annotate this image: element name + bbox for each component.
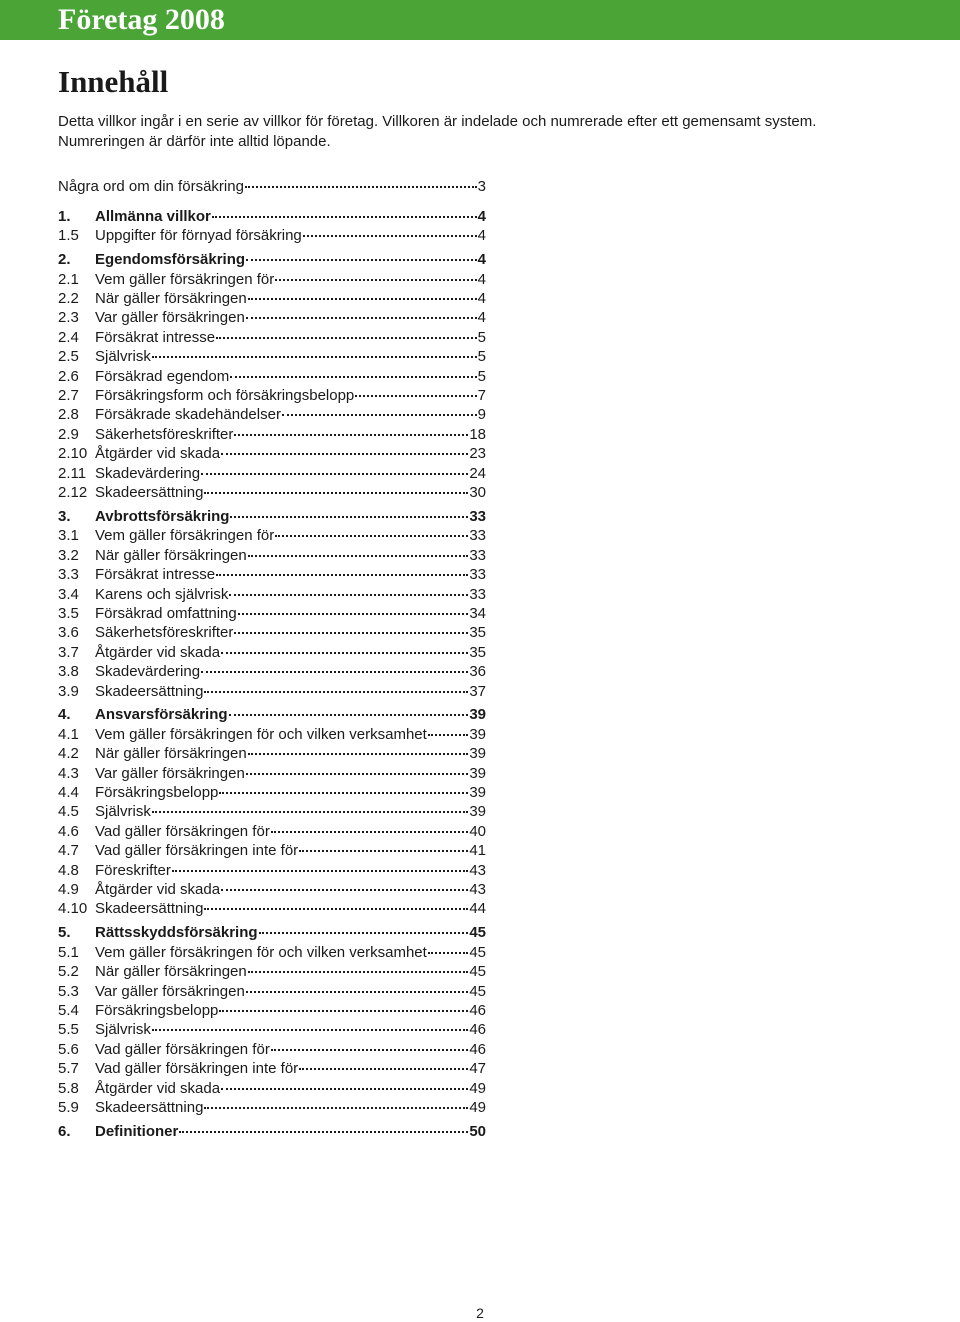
toc-entry-page: 43 [469,861,486,879]
toc-leader-dots [152,1029,468,1031]
toc-leader-dots [259,932,469,934]
toc-entry [58,308,486,328]
toc-entry-number: 4.3 [58,764,79,782]
toc-entry [58,705,486,725]
toc-entry-title: Självrisk [95,1021,151,1039]
toc-entry-page: 45 [469,924,486,942]
toc-entry [58,1098,486,1118]
toc-entry-title: Skadeersättning [95,1098,204,1116]
toc-entry [58,328,486,348]
toc-leader-dots [248,753,469,755]
toc-entry-number: 6. [58,1122,71,1140]
toc-entry [58,899,486,919]
toc-entry [58,861,486,881]
toc-entry-title: Vad gäller försäkringen för [95,822,270,840]
toc-entry [58,367,486,387]
toc-entry-page: 39 [469,745,486,763]
toc-entry-title: Självrisk [95,803,151,821]
toc-entry-page: 33 [469,527,486,545]
toc-leader-dots [229,714,469,716]
toc-entry-title: Försäkringsbelopp [95,1001,219,1019]
toc-entry-title: Vem gäller försäkringen för och vilken verksamhet [95,943,427,961]
intro-text [58,112,898,152]
toc-entry-number: 5.2 [58,963,79,981]
toc-entry-number: 4. [58,706,71,724]
document-title: Företag 2008 [58,3,225,36]
toc-entry-page: 45 [469,963,486,981]
toc-entry-title: Försäkrat intresse [95,566,216,584]
toc-entry-page: 3 [477,178,486,195]
toc-leader-dots [246,259,477,261]
toc-entry-title: Uppgifter för förnyad försäkring [95,227,302,245]
toc-entry [58,526,486,546]
toc-entry-page: 40 [469,822,486,840]
toc-leader-dots [204,691,468,693]
toc-leader-dots [152,356,477,358]
toc-entry [58,289,486,309]
toc-entry [58,982,486,1002]
toc-leader-dots [303,235,477,237]
toc-entry-title: Vad gäller försäkringen för [95,1040,270,1058]
toc-entry [58,604,486,624]
toc-entry-number: 4.10 [58,900,88,918]
toc-leader-dots [204,1107,468,1109]
toc-entry-page: 7 [477,387,486,404]
toc-entry [58,507,486,527]
toc-leader-dots [201,671,468,673]
toc-entry [58,444,486,464]
toc-entry-title: Försäkringsbelopp [95,784,219,801]
toc-entry-number: 3.1 [58,527,79,545]
toc-entry [58,962,486,982]
toc-entry [58,1059,486,1079]
toc-entry-title: Självrisk [95,348,151,366]
toc-entry-page: 5 [477,367,486,385]
toc-entry-page: 33 [469,566,486,584]
toc-entry-page: 33 [469,585,486,603]
toc-leader-dots [271,1049,468,1051]
toc-entry-title: Försäkrade skadehändelser [95,406,281,424]
toc-entry-page: 36 [469,663,486,681]
toc-entry-number: 5.3 [58,982,79,1000]
toc-leader-dots [230,516,468,518]
toc-entry-number: 3. [58,507,71,525]
toc-entry-title: Vem gäller försäkringen för [95,270,275,288]
toc-entry-number: 5.7 [58,1060,79,1078]
toc-entry-number: 4.8 [58,861,79,879]
toc-leader-dots [201,473,468,475]
toc-entry-title: När gäller försäkringen [95,745,247,763]
toc-entry-number: 2.10 [58,445,88,463]
toc-entry-number: 2. [58,251,71,269]
toc-entry-title: Försäkringsform och försäkringsbelopp [95,387,355,404]
toc-entry-number: 5.6 [58,1040,79,1058]
toc-entry-number: 5.4 [58,1001,79,1019]
toc-entry-title: När gäller försäkringen [95,290,247,307]
toc-entry-page: 37 [469,682,486,700]
toc-entry-number: 5. [58,924,71,942]
toc-entry [58,802,486,822]
toc-entry [58,483,486,503]
toc-entry-page: 24 [469,464,486,482]
toc-entry-number: 4.9 [58,881,79,898]
toc-entry-number: 2.2 [58,290,79,307]
toc-entry-page: 30 [469,484,486,501]
toc-entry-number: 2.8 [58,406,79,424]
toc-entry-number: 1.5 [58,227,79,245]
toc-entry [58,841,486,861]
toc-entry-page: 33 [469,507,486,525]
toc-entry-title: Försäkrat intresse [95,328,216,346]
toc-entry-page: 5 [477,328,486,346]
toc-entry-title: Var gäller försäkringen [95,982,245,1000]
toc-entry-title: Avbrottsförsäkring [95,507,230,525]
toc-entry-page: 4 [477,270,486,288]
toc-entry-title: Rättsskyddsförsäkring [95,924,258,942]
toc-entry-title: Var gäller försäkringen [95,764,245,782]
toc-entry-title: Egendomsförsäkring [95,251,246,269]
toc-entry-page: 33 [469,546,486,564]
toc-entry-number: 2.4 [58,328,79,346]
toc-entry-page: 39 [469,803,486,821]
toc-entry-title: Åtgärder vid skada [95,445,221,463]
toc-entry-number: 3.5 [58,604,79,622]
toc-entry [58,880,486,900]
toc-entry-title: Åtgärder vid skada [95,881,221,898]
toc-entry [58,386,486,406]
toc-entry [58,464,486,484]
toc-entry-page: 39 [469,725,486,743]
toc-entry-title: Vem gäller försäkringen för [95,527,275,545]
toc-leader-dots [246,991,469,993]
toc-entry-number: 3.2 [58,546,79,564]
toc-entry [58,347,486,367]
toc-leader-dots [230,376,476,378]
toc-entry [58,207,486,227]
toc-entry-page: 4 [477,227,486,245]
toc-entry-number: 5.9 [58,1098,79,1116]
toc-entry-number: 5.1 [58,943,79,961]
toc-leader-dots [229,594,468,596]
toc-entry-number: 4.6 [58,822,79,840]
toc-leader-dots [221,1088,468,1090]
toc-leader-dots [179,1131,468,1133]
toc-entry-title: Försäkrad egendom [95,367,230,385]
toc-leader-dots [299,850,468,852]
toc-entry-page: 5 [477,348,486,366]
toc-leader-dots [428,734,468,736]
toc-leader-dots [246,317,477,319]
toc-entry-number: 2.11 [58,464,87,482]
toc-entry-number: 4.4 [58,784,79,801]
toc-leader-dots [238,613,469,615]
toc-entry-title: Föreskrifter [95,861,171,879]
toc-entry-number: 2.7 [58,387,79,404]
toc-entry-number: 5.8 [58,1079,79,1097]
toc-leader-dots [275,535,468,537]
toc-entry-title: Skadeersättning [95,484,204,501]
toc-entry-title: Karens och självrisk [95,585,229,603]
page-number: 2 [476,1305,484,1321]
toc-entry [58,226,486,246]
toc-entry-page: 4 [477,251,486,269]
toc-leader-dots [248,971,469,973]
toc-entry-page: 49 [469,1098,486,1116]
toc-entry-page: 43 [469,881,486,898]
toc-entry-number: 3.3 [58,566,79,584]
toc-entry-page: 39 [469,784,486,801]
toc-entry [58,250,486,270]
toc-leader-dots [204,492,468,494]
toc-entry-title: Vad gäller försäkringen inte för [95,842,299,860]
toc-leader-dots [219,792,468,794]
toc-entry [58,764,486,784]
toc-entry-number: 1. [58,207,71,225]
toc-leader-dots [234,632,468,634]
toc-entry-title: Allmänna villkor [95,207,211,225]
toc-entry [58,546,486,566]
toc-entry-page: 35 [469,624,486,642]
toc-leader-dots [219,1010,468,1012]
toc-leader-dots [271,831,468,833]
toc-entry [58,725,486,745]
toc-entry [58,405,486,425]
toc-entry-page: 9 [477,406,486,424]
toc-entry-title: Försäkrad omfattning [95,604,237,622]
toc-leader-dots [246,773,469,775]
toc-entry-number: 3.8 [58,663,79,681]
toc-entry-page: 34 [469,604,486,622]
toc-entry-title: Ansvarsförsäkring [95,706,228,724]
toc-leader-dots [221,652,468,654]
toc-entry-number: 4.7 [58,842,79,860]
toc-leader-dots [212,216,477,218]
toc-entry [58,270,486,290]
toc-leader-dots [275,279,476,281]
toc-entry-number: 2.9 [58,425,79,443]
toc-entry-title: Några ord om din försäkring [58,178,244,195]
toc-leader-dots [216,574,468,576]
toc-entry-page: 47 [469,1060,486,1078]
toc-entry-number: 2.12 [58,484,88,501]
toc-entry-number: 3.7 [58,643,79,661]
toc-entry-page: 46 [469,1040,486,1058]
toc-entry-page: 4 [477,309,486,327]
toc-leader-dots [234,434,468,436]
toc-entry-number: 5.5 [58,1021,79,1039]
toc-leader-dots [204,908,468,910]
toc-entry-page: 45 [469,943,486,961]
toc-entry [58,1040,486,1060]
toc-entry-page: 41 [469,842,486,860]
toc-entry-page: 35 [469,643,486,661]
toc-entry [58,1020,486,1040]
toc-leader-dots [216,337,477,339]
toc-entry [58,565,486,585]
toc-entry-number: 2.1 [58,270,79,288]
toc-leader-dots [428,952,468,954]
toc-entry-title: Säkerhetsföreskrifter [95,624,234,642]
toc-leader-dots [355,395,476,397]
toc-leader-dots [248,298,477,300]
toc-entry-number: 4.5 [58,803,79,821]
toc-entry-title: Åtgärder vid skada [95,1079,221,1097]
toc-entry-number: 2.6 [58,367,79,385]
toc-entry-title: Skadeersättning [95,900,204,918]
toc-entry [58,1001,486,1021]
toc-entry [58,623,486,643]
toc-entry [58,822,486,842]
toc-entry [58,177,486,197]
toc-entry-number: 4.2 [58,745,79,763]
toc-entry-page: 18 [469,425,486,443]
toc-entry [58,682,486,702]
toc-entry [58,943,486,963]
toc-entry-title: Säkerhetsföreskrifter [95,425,234,443]
toc-entry-number: 2.3 [58,309,79,327]
toc-entry-page: 4 [477,290,486,307]
toc-entry-title: Vem gäller försäkringen för och vilken verksamhet [95,725,427,743]
toc-entry-page: 46 [469,1001,486,1019]
toc-entry-number: 4.1 [58,725,79,743]
intro-line: Numreringen är därför inte alltid löpande. [58,133,331,150]
toc-entry [58,1079,486,1099]
toc-entry-page: 49 [469,1079,486,1097]
toc-entry-title: Skadeersättning [95,682,204,700]
toc-entry-title: Var gäller försäkringen [95,309,245,327]
toc-entry [58,662,486,682]
toc-leader-dots [172,870,468,872]
toc-entry-number: 3.6 [58,624,79,642]
toc-entry-page: 46 [469,1021,486,1039]
toc-leader-dots [282,414,477,416]
toc-leader-dots [299,1068,468,1070]
toc-leader-dots [221,889,468,891]
toc-entry-title: Definitioner [95,1122,179,1140]
toc-entry [58,744,486,764]
toc-leader-dots [245,186,477,188]
toc-entry [58,643,486,663]
toc-entry-page: 50 [469,1122,486,1140]
toc-entry-number: 2.5 [58,348,79,366]
toc-entry-page: 39 [469,764,486,782]
toc-entry-page: 44 [469,900,486,918]
toc-entry [58,425,486,445]
toc-entry [58,585,486,605]
toc-entry-page: 23 [469,445,486,463]
toc-entry-number: 3.4 [58,585,79,603]
toc-entry-title: Åtgärder vid skada [95,643,221,661]
toc-entry-page: 4 [477,207,486,225]
toc-entry-title: Vad gäller försäkringen inte för [95,1060,299,1078]
toc-entry [58,1122,486,1142]
header-banner [0,0,960,40]
toc-entry-page: 45 [469,982,486,1000]
toc-entry-title: När gäller försäkringen [95,963,247,981]
toc-entry-page: 39 [469,706,486,724]
page-heading: Innehåll [58,64,169,99]
toc-entry-number: 3.9 [58,682,79,700]
toc-entry-title: När gäller försäkringen [95,546,247,564]
toc-entry-title: Skadevärdering [95,464,201,482]
toc-entry-title: Skadevärdering [95,663,201,681]
toc-leader-dots [221,453,468,455]
toc-entry [58,923,486,943]
toc-leader-dots [248,555,469,557]
toc-entry [58,783,486,803]
toc-leader-dots [152,811,468,813]
intro-line: Detta villkor ingår i en serie av villkor för företag. Villkoren är indelade och numrerade efter ett gemensamt system. [58,113,817,130]
